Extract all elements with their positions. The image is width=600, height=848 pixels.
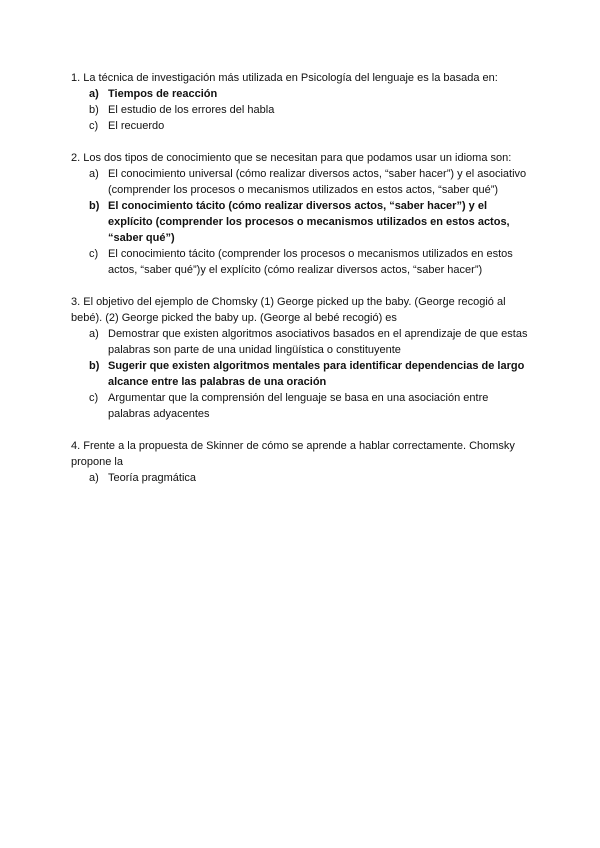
question-3: [71, 294, 531, 422]
option-text: Argumentar que la comprensión del lenguaje se basa en una asociación entre palabras adyacentes: [108, 392, 489, 420]
question-1: [71, 70, 531, 134]
option-text: El conocimiento tácito (cómo realizar diversos actos, “saber hacer”) y el explícito (comprender los procesos o mecanismos utilizados en estos actos, “saber qué”): [108, 200, 510, 244]
option-text: El conocimiento universal (cómo realizar diversos actos, “saber hacer”) y el asociativo (comprender los procesos o mecanismos utilizados en estos actos, “saber qué”): [108, 168, 527, 196]
option-text: Teoría pragmática: [108, 472, 197, 484]
option-text: El estudio de los errores del habla: [108, 104, 275, 116]
option-a: [71, 86, 531, 102]
option-letter: b): [89, 360, 100, 372]
option-text: Demostrar que existen algoritmos asociativos basados en el aprendizaje de que estas palabras son parte de una unidad lingüística o constituyente: [108, 328, 528, 356]
option-letter: a): [89, 168, 99, 180]
option-letter: a): [89, 328, 99, 340]
option-c: [71, 390, 531, 422]
option-c: [71, 246, 531, 278]
option-letter: c): [89, 392, 99, 404]
question-text: 1. La técnica de investigación más utilizada en Psicología del lenguaje es la basada en:: [71, 72, 498, 84]
option-a: [71, 166, 531, 198]
question-text: 4. Frente a la propuesta de Skinner de cómo se aprende a hablar correctamente. Chomsky propone la: [71, 440, 515, 468]
option-list: [71, 86, 531, 134]
option-letter: b): [89, 200, 100, 212]
question-4: [71, 438, 531, 486]
option-a: [71, 326, 531, 358]
option-text: Sugerir que existen algoritmos mentales para identificar dependencias de largo alcance entre las palabras de una oración: [108, 360, 525, 388]
option-text: El recuerdo: [108, 120, 165, 132]
option-a: [71, 470, 531, 486]
option-letter: a): [89, 472, 99, 484]
option-list: [71, 326, 531, 422]
question-text: 2. Los dos tipos de conocimiento que se necesitan para que podamos usar un idioma son:: [71, 152, 512, 164]
quiz-content: [71, 70, 531, 502]
option-b: [71, 198, 531, 246]
option-b: [71, 102, 531, 118]
option-text: Tiempos de reacción: [108, 88, 218, 100]
option-b: [71, 358, 531, 390]
question-2: [71, 150, 531, 278]
option-list: [71, 166, 531, 278]
option-letter: c): [89, 248, 99, 260]
option-c: [71, 118, 531, 134]
option-letter: c): [89, 120, 99, 132]
question-text: 3. El objetivo del ejemplo de Chomsky (1) George picked up the baby. (George recogió al bebé). (2) George picked the baby up. (George al bebé recogió) es: [71, 296, 506, 324]
option-letter: a): [89, 88, 99, 100]
option-list: [71, 470, 531, 486]
option-text: El conocimiento tácito (comprender los procesos o mecanismos utilizados en estos actos, “saber qué”)y el explícito (cómo realizar diversos actos, “saber hacer”): [108, 248, 513, 276]
option-letter: b): [89, 104, 99, 116]
